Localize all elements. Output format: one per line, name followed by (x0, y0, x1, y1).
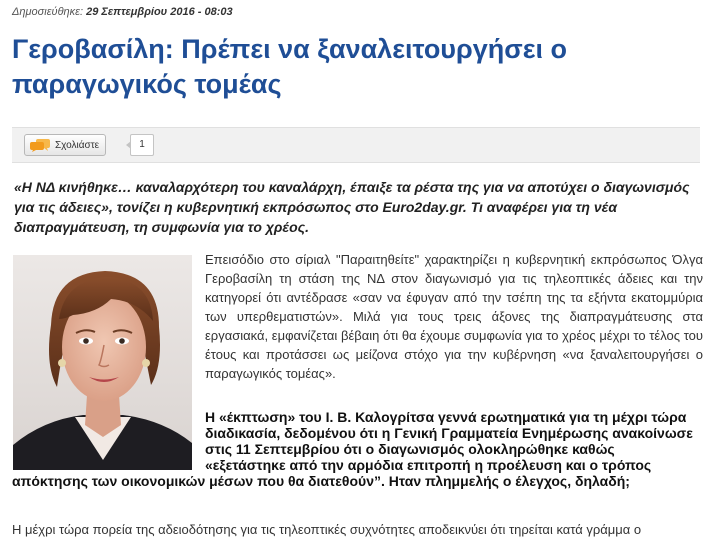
publish-info (12, 6, 233, 18)
speech-bubbles-icon (29, 138, 51, 152)
article-title: Γεροβασίλη: Πρέπει να ξαναλειτουργήσει ο παραγωγικός τομέας (12, 34, 568, 99)
published-date: 29 Σεπτεμβρίου 2016 - 08:03 (86, 6, 233, 18)
article-paragraph-2: Η «έκπτωση» του Ι. Β. Καλογρίτσα γεννά ερωτηματικά για τη μέχρι τώρα διαδικασία, δεδομένου ότι η Γενική Γραμματεία Ενημέρωσης ανακοίνωσε στις 11 Σεπτεμβρίου ότι ο διαγωνισμός ολοκληρώθηκε καθώς «εξετάστηκε από την αρμόδια επιτροπή η προέλευση και ο τρόπος απόκτησης των οικονομικών μέσων που θα διατεθούν”. Ηταν πλημμελής ο έλεγχος, δηλαδή; (12, 409, 693, 489)
article-paragraph-3: Η μέχρι τώρα πορεία της αδειοδότησης για τις τηλεοπτικές συχνότητες αποδεικνύει ότι τηρείται κατά γράμμα ο (12, 522, 642, 537)
photo-wrap-spacer (12, 409, 205, 473)
share-bar (12, 127, 700, 163)
article-paragraph-1: Επεισόδιο στο σίριαλ "Παραιτηθείτε" χαρακτηρίζει η κυβερνητική εκπρόσωπος Όλγα Γεροβασίλη τη στάση της ΝΔ στον διαγωνισμό για τις τηλεοπτικές άδειες και την κατηγορεί ότι αντέδρασε «σαν να έφυγαν από την τσέπη της τα εξήντα εκατομμύρια των υπερθεματιστών». Μιλά για τους τρεις άξονες της διαπραγμάτευσης στα εργασιακά, εμφανίζεται βέβαιη ότι θα έχουμε συμφωνία για το χρέος μέχρι το τέλος του έτους και προτάσσει ως μείζονα στόχο για την κυβέρνηση «να ξαναλειτουργήσει ο παραγωγικός τομέας». (205, 252, 703, 381)
article-paragraph-2-block (12, 409, 698, 489)
comment-count: 1 (130, 134, 154, 156)
article-lead: «Η ΝΔ κινήθηκε… καναλαρχότερη του καναλάρχη, έπαιξε τα ρέστα της για να αποτύχει ο διαγωνισμός για τις άδειες», τονίζει η κυβερνητική εκπρόσωπος στο Euro2day.gr. Τι αναφέρει για τη νέα διαπραγμάτευση, τη συμφωνία για το χρέος. (14, 179, 690, 235)
comment-button-label: Σχολιάστε (55, 139, 100, 151)
comment-button[interactable] (24, 134, 106, 156)
published-label: Δημοσιεύθηκε: (12, 6, 84, 18)
